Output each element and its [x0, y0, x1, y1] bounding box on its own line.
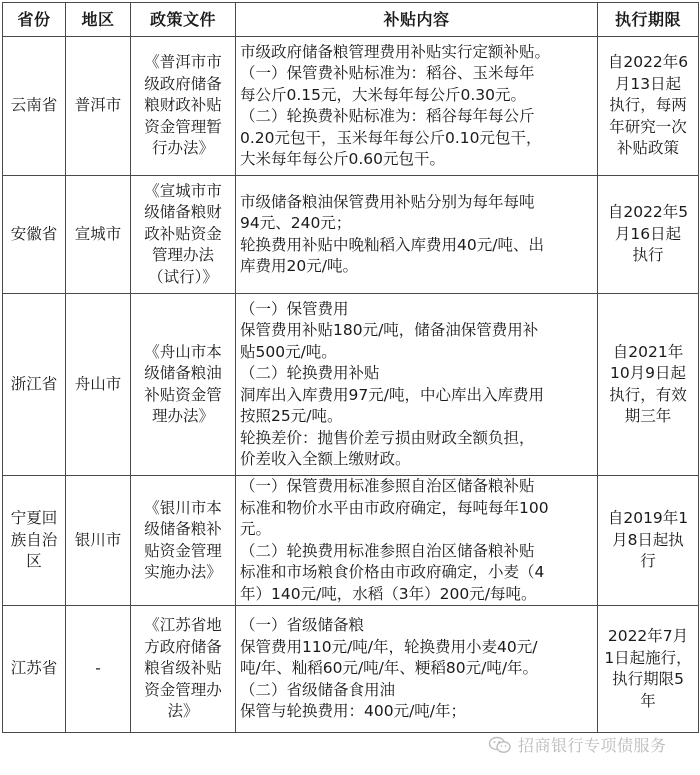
- text-line: 轮换费用补贴中晚籼稻入库费用40元/吨、出: [240, 235, 544, 254]
- cell-execution-period: [598, 476, 699, 606]
- text-line: 0.20元包干，玉米每年每公斤0.10元包干，: [240, 128, 542, 147]
- text-line: 银川市: [74, 530, 122, 549]
- text-line: 宁夏回: [10, 509, 58, 528]
- header-policy-document: 政策文件: [131, 3, 236, 37]
- cell-region: [66, 176, 131, 294]
- text-line: 《江苏省地: [144, 616, 222, 635]
- text-line: 年: [640, 691, 656, 710]
- text-line: 管理办法: [151, 246, 214, 265]
- header-region: 地区: [66, 3, 131, 37]
- text-line: （一）保管费补贴标准为：稻谷、玉米每年: [240, 64, 535, 82]
- cell-execution-period: [598, 294, 699, 476]
- text-line: 大米每年每公斤0.60元包干。: [240, 150, 446, 168]
- text-line: -: [95, 659, 101, 678]
- cell-subsidy-content: [236, 37, 598, 176]
- table-row: [3, 176, 699, 294]
- wechat-icon: [488, 736, 512, 754]
- text-line: 资金管理暂: [144, 117, 222, 136]
- text-line: 执行: [632, 246, 664, 265]
- text-line: 市级储备粮油保管费用补贴分别为每年每吨: [240, 192, 535, 211]
- text-line: 级储备粮财: [144, 203, 222, 222]
- text-line: 洞库出入库费用97元/吨，中心库出入库费用: [240, 385, 544, 404]
- text-line: 月13日起: [614, 74, 682, 93]
- watermark: [488, 733, 667, 756]
- text-line: 10月9日起: [609, 364, 687, 382]
- text-line: 库费用20元/吨。: [240, 257, 358, 275]
- text-line: 年研究一次: [609, 117, 687, 136]
- cell-policy-document: [131, 476, 236, 606]
- text-line: 级储备粮补: [144, 520, 222, 538]
- text-line: 轮换差价：抛售价差亏损由财政全额负担，: [240, 428, 535, 447]
- text-line: 执行，每两: [609, 96, 687, 115]
- text-line: 级储备粮油: [144, 364, 222, 382]
- text-line: 价差收入全额上缴财政。: [240, 450, 411, 468]
- cell-region: [66, 37, 131, 176]
- table-row: [3, 476, 699, 606]
- text-line: 资金管理办: [144, 680, 222, 699]
- text-line: 《普洱市市: [144, 53, 222, 72]
- text-line: （一）保管费用标准参照自治区储备粮补贴: [240, 477, 535, 495]
- cell-policy-document: [131, 37, 236, 176]
- cell-province: [3, 37, 66, 176]
- text-line: 《银川市本: [144, 498, 222, 517]
- text-line: 年）140元/吨，水稻（3年）200元/每吨。: [240, 584, 537, 603]
- text-line: 区: [26, 552, 42, 571]
- text-line: 自2022年6: [607, 53, 689, 72]
- table-row: [3, 606, 699, 733]
- text-line: （二）省级储备食用油: [240, 680, 396, 699]
- text-line: 2022年7月: [607, 627, 689, 645]
- subsidy-policy-table: [2, 2, 699, 733]
- text-line: 执行期限5: [612, 670, 684, 688]
- text-line: 按照25元/吨。: [240, 407, 343, 425]
- text-line: 行办法》: [151, 139, 214, 158]
- text-line: （二）轮换费用补贴: [240, 364, 380, 382]
- text-line: 贴资金管理: [144, 541, 222, 560]
- text-line: 补贴资金管: [144, 385, 222, 404]
- text-line: 舟山市: [74, 374, 122, 393]
- text-line: 自2019年1: [607, 509, 689, 528]
- cell-subsidy-content: [236, 476, 598, 606]
- text-line: 标准和市场粮食价格由市政府确定，小麦（4: [240, 563, 545, 581]
- cell-execution-period: [598, 176, 699, 294]
- text-line: 1日起施行，: [604, 648, 692, 667]
- text-line: 级政府储备: [144, 74, 222, 93]
- text-line: 每公斤0.15元，大米每年每公斤0.30元。: [240, 85, 527, 104]
- cell-province: [3, 606, 66, 733]
- cell-region: [66, 294, 131, 476]
- cell-province: [3, 294, 66, 476]
- watermark-text: 招商银行专项债服务: [518, 736, 667, 755]
- text-line: 安徽省: [10, 224, 58, 243]
- text-line: 《宣城市市: [144, 181, 222, 200]
- text-line: 保管费用110元/吨/年，轮换费用小麦40元/: [240, 637, 538, 656]
- text-line: 理办法》: [151, 407, 214, 425]
- cell-province: [3, 476, 66, 606]
- text-line: 粮省级补贴: [144, 659, 222, 678]
- text-line: （试行）》: [148, 267, 218, 286]
- text-line: （二）轮换费用标准参照自治区储备粮补贴: [240, 541, 535, 560]
- text-line: 元。: [240, 520, 272, 538]
- text-line: 《舟山市本: [144, 342, 222, 361]
- text-line: 保管与轮换费用：400元/吨/年；: [240, 702, 467, 721]
- text-line: （一）保管费用: [240, 299, 349, 318]
- text-line: 宣城市: [74, 224, 122, 243]
- table-row: [3, 294, 699, 476]
- text-line: 月16日起: [614, 224, 682, 243]
- cell-region: [66, 476, 131, 606]
- text-line: 期三年: [624, 407, 672, 425]
- text-line: 保管费用补贴180元/吨，储备油保管费用补: [240, 321, 539, 339]
- text-line: 云南省: [10, 96, 58, 115]
- cell-subsidy-content: [236, 606, 598, 733]
- text-line: 浙江省: [10, 374, 58, 393]
- text-line: 政补贴资金: [144, 224, 222, 243]
- cell-execution-period: [598, 606, 699, 733]
- text-line: 月8日起执: [612, 530, 684, 549]
- cell-execution-period: [598, 37, 699, 176]
- cell-policy-document: [131, 294, 236, 476]
- cell-region: [66, 606, 131, 733]
- text-line: 江苏省: [10, 659, 58, 678]
- text-line: 实施办法》: [144, 563, 222, 581]
- text-line: 贴500元/吨。: [240, 342, 337, 361]
- cell-policy-document: [131, 176, 236, 294]
- text-line: 市级政府储备粮管理费用补贴实行定额补贴。: [240, 42, 551, 61]
- text-line: 方政府储备: [144, 637, 222, 656]
- header-execution-period: 执行期限: [598, 3, 699, 37]
- header-subsidy-content: 补贴内容: [236, 3, 598, 37]
- text-line: 行: [640, 552, 656, 571]
- cell-province: [3, 176, 66, 294]
- text-line: （二）轮换费补贴标准为：稻谷每年每公斤: [240, 107, 535, 125]
- text-line: 吨/年、籼稻60元/吨/年、粳稻80元/吨/年。: [240, 659, 539, 678]
- text-line: 94元、240元；: [240, 214, 352, 232]
- table-header-row: [3, 3, 699, 37]
- text-line: （一）省级储备粮: [240, 616, 365, 635]
- text-line: 自2021年: [612, 342, 684, 361]
- cell-policy-document: [131, 606, 236, 733]
- text-line: 执行，有效: [609, 385, 687, 404]
- text-line: 补贴政策: [616, 139, 679, 158]
- text-line: 自2022年5: [607, 203, 689, 222]
- text-line: 标准和物价水平由市政府确定，每吨每年100: [240, 498, 549, 517]
- header-province: 省份: [3, 3, 66, 37]
- text-line: 法》: [167, 702, 199, 721]
- table-row: [3, 37, 699, 176]
- cell-subsidy-content: [236, 294, 598, 476]
- text-line: 普洱市: [74, 96, 122, 115]
- cell-subsidy-content: [236, 176, 598, 294]
- text-line: 族自治: [10, 530, 58, 549]
- text-line: 粮财政补贴: [144, 96, 222, 115]
